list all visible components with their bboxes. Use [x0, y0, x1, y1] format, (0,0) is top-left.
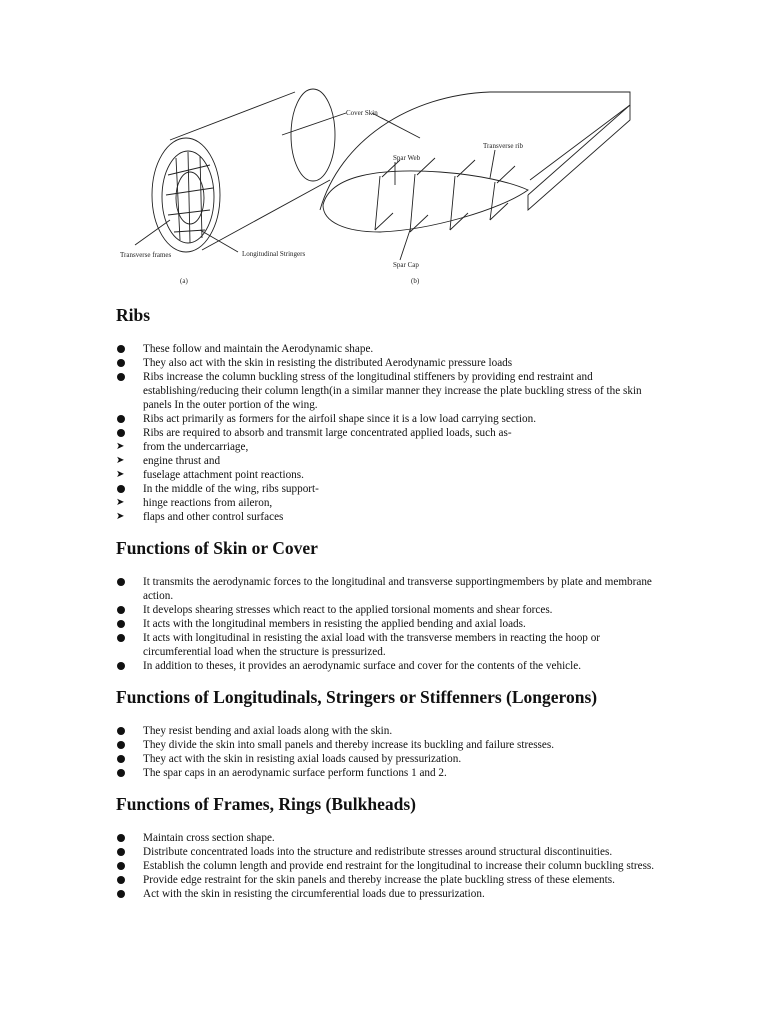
- list-item: It acts with the longitudinal members in resisting the applied bending and axial loads.: [116, 617, 656, 631]
- bullet-icon: [117, 862, 125, 870]
- list-item: ➤ engine thrust and: [116, 455, 221, 467]
- list-item: ➤ from the undercarriage,: [116, 441, 249, 453]
- bullet-icon: [117, 345, 125, 353]
- list-item: They act with the skin in resisting axial loads caused by pressurization.: [116, 752, 656, 766]
- list-item: Distribute concentrated loads into the structure and redistribute stresses around structural discontinuities.: [116, 845, 656, 859]
- bullet-icon: [117, 429, 125, 437]
- list-item: These follow and maintain the Aerodynamic shape.: [116, 342, 656, 356]
- bullet-icon: [117, 606, 125, 614]
- list-item: They resist bending and axial loads along with the skin.: [116, 724, 656, 738]
- arrow-bullet-icon: ➤: [116, 497, 125, 508]
- bullet-icon: [117, 415, 125, 423]
- arrow-bullet-icon: ➤: [116, 469, 125, 480]
- bullet-icon: [117, 662, 125, 670]
- heading-ribs: Ribs: [116, 305, 151, 325]
- bullet-icon: [117, 755, 125, 763]
- list-item: Maintain cross section shape.: [116, 831, 656, 845]
- label-transverse-frames: Transverse frames: [120, 251, 172, 259]
- list-item: ➤ fuselage attachment point reactions.: [116, 469, 304, 481]
- label-spar-web: Spar Web: [393, 154, 421, 162]
- list-item: Establish the column length and provide end restraint for the longitudinal to increase their column buckling stress.: [116, 859, 656, 873]
- ribs-list: [116, 342, 656, 524]
- bullet-icon: [117, 848, 125, 856]
- document-body: [116, 302, 656, 901]
- list-item: In addition to theses, it provides an aerodynamic surface and cover for the contents of the vehicle.: [116, 659, 656, 673]
- caption-b: (b): [411, 277, 420, 285]
- list-item: It acts with longitudinal in resisting the axial load with the transverse members in reacting the hoop or circumferential load when the structure is pressurized.: [116, 631, 656, 659]
- bullet-icon: [117, 876, 125, 884]
- list-item: They divide the skin into small panels and thereby increase its buckling and failure stresses.: [116, 738, 656, 752]
- bullet-icon: [117, 485, 125, 493]
- list-item: ➤ flaps and other control surfaces: [116, 511, 284, 523]
- label-spar-cap: Spar Cap: [393, 261, 419, 269]
- list-item: Ribs act primarily as formers for the airfoil shape since it is a low load carrying section.: [116, 412, 656, 426]
- list-item: The spar caps in an aerodynamic surface perform functions 1 and 2.: [116, 766, 656, 780]
- list-item: Act with the skin in resisting the circumferential loads due to pressurization.: [116, 887, 656, 901]
- label-longitudinal-stringers: Longitudinal Stringers: [242, 250, 306, 258]
- label-cover-skin: Cover Skin: [346, 109, 378, 117]
- bullet-icon: [117, 359, 125, 367]
- list-item: They also act with the skin in resisting the distributed Aerodynamic pressure loads: [116, 356, 656, 370]
- arrow-bullet-icon: ➤: [116, 511, 125, 522]
- heading-frames: Functions of Frames, Rings (Bulkheads): [116, 794, 416, 814]
- bullet-icon: [117, 769, 125, 777]
- bullet-icon: [117, 741, 125, 749]
- label-transverse-rib: Transverse rib: [483, 142, 523, 150]
- structure-figure: [110, 80, 670, 295]
- list-item: It transmits the aerodynamic forces to the longitudinal and transverse supportingmembers by plate and membrane action.: [116, 575, 656, 603]
- list-item: Ribs are required to absorb and transmit large concentrated applied loads, such as-: [116, 426, 656, 440]
- bullet-icon: [117, 834, 125, 842]
- bullet-icon: [117, 634, 125, 642]
- list-item: Provide edge restraint for the skin panels and thereby increase the plate buckling stress of these elements.: [116, 873, 656, 887]
- list-item: Ribs increase the column buckling stress of the longitudinal stiffeners by providing end restraint and establishing/reducing their column length(in a similar manner they increase the plate buckling stress of the skin panels In the outer portion of the wing.: [116, 370, 656, 412]
- caption-a: (a): [180, 277, 188, 285]
- list-item: It develops shearing stresses which react to the applied torsional moments and shear forces.: [116, 603, 656, 617]
- longitudinals-list: [116, 724, 656, 780]
- list-item: ➤ hinge reactions from aileron,: [116, 497, 273, 509]
- bullet-icon: [117, 890, 125, 898]
- arrow-bullet-icon: ➤: [116, 455, 125, 466]
- arrow-bullet-icon: ➤: [116, 441, 125, 452]
- bullet-icon: [117, 620, 125, 628]
- bullet-icon: [117, 373, 125, 381]
- heading-longitudinals: Functions of Longitudinals, Stringers or Stiffenners (Longerons): [116, 687, 598, 707]
- frames-list: [116, 831, 656, 901]
- list-item: In the middle of the wing, ribs support-: [116, 482, 656, 496]
- fuselage-drawing: [152, 89, 335, 252]
- heading-skin: Functions of Skin or Cover: [116, 538, 318, 558]
- bullet-icon: [117, 578, 125, 586]
- skin-list: [116, 575, 656, 673]
- bullet-icon: [117, 727, 125, 735]
